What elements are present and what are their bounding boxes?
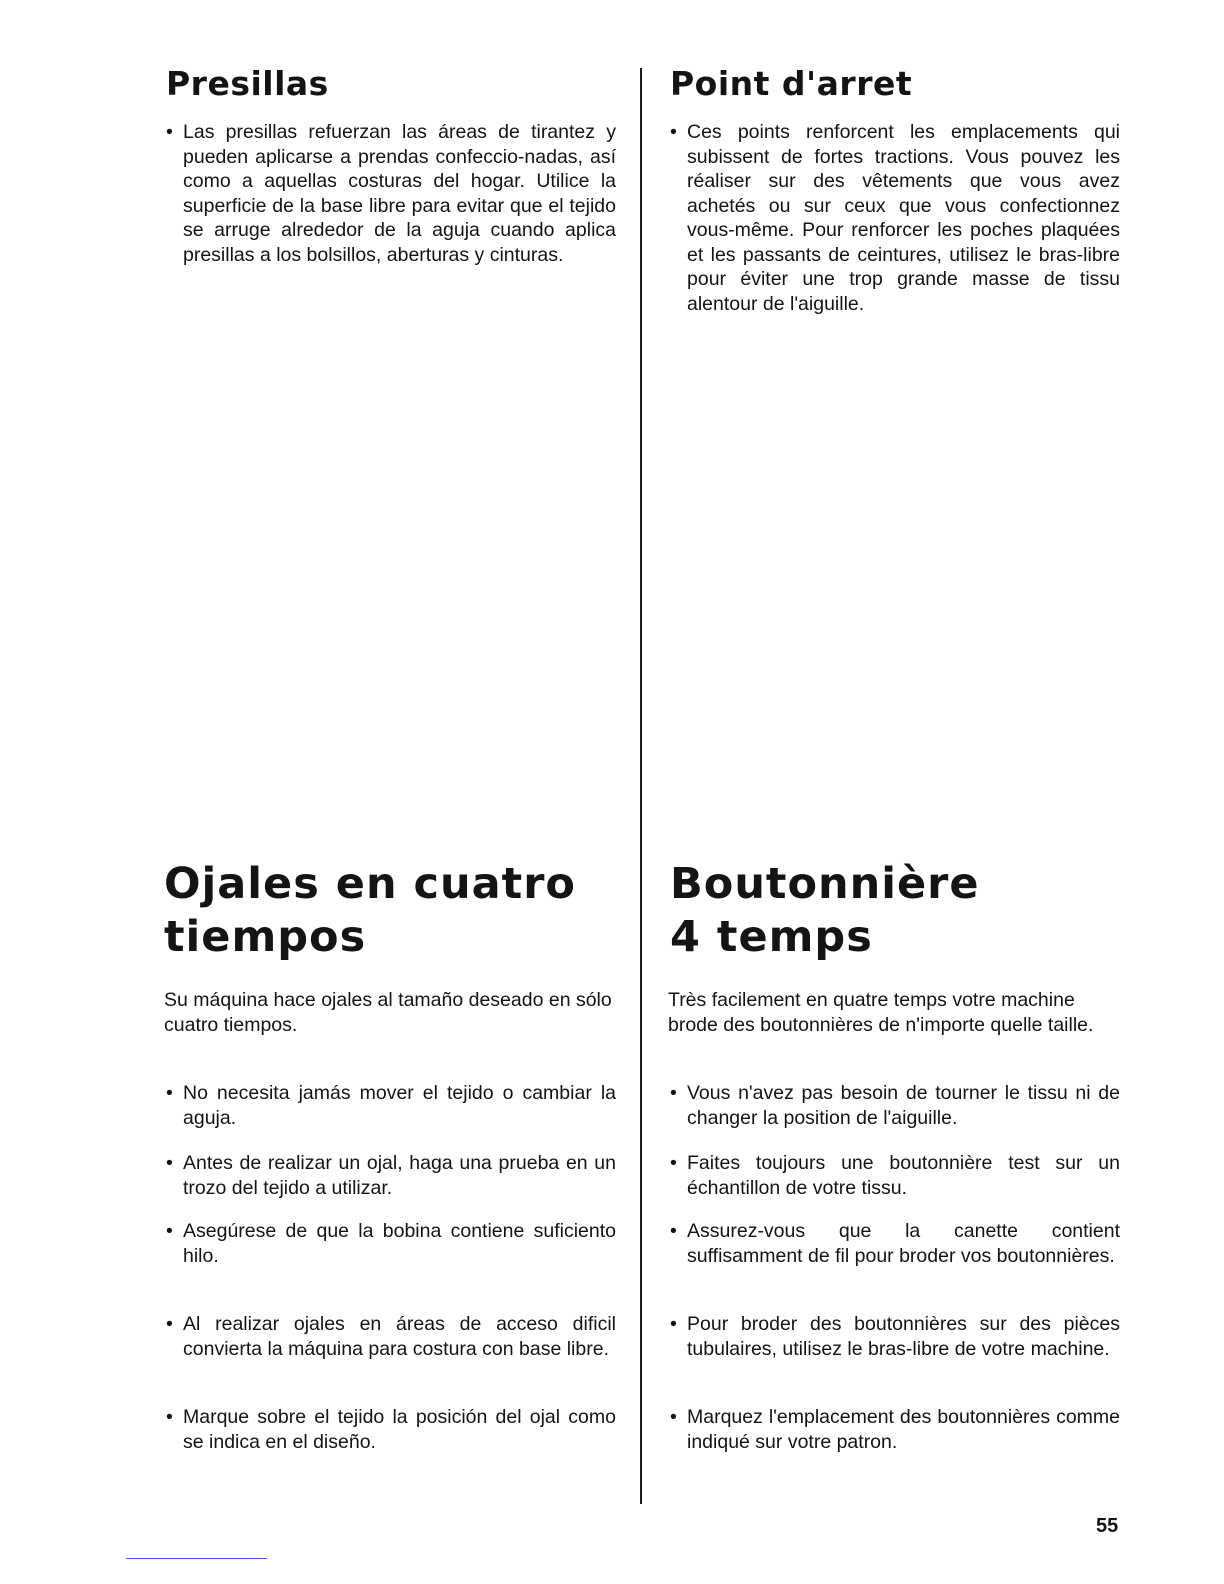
right-column <box>668 0 1120 1584</box>
footer-rule <box>126 1558 267 1559</box>
intro-ojales: Su máquina hace ojales al tamaño deseado en sólo cuatro tiempos. <box>164 989 612 1036</box>
page-number: 55 <box>1096 1515 1119 1537</box>
left-column <box>164 0 616 1584</box>
bullet-text: Marque sobre el tejido la posición del ojal como se indica en el diseño. <box>183 1406 616 1453</box>
bullet-dot: • <box>670 1406 677 1428</box>
bullet-dot: • <box>670 1313 677 1335</box>
bullet-text: Marquez l'emplacement des boutonnières comme indiqué sur votre patron. <box>687 1406 1120 1453</box>
bullet-boutonniere-1 <box>668 1081 1120 1130</box>
bullet-ojales-1 <box>164 1081 616 1130</box>
heading-boutonniere-line1: Boutonnière <box>670 859 980 909</box>
bullet-text: No necesita jamás mover el tejido o cambiar la aguja. <box>183 1082 616 1129</box>
bullet-text: Vous n'avez pas besoin de tourner le tissu ni de changer la position de l'aiguille. <box>687 1082 1120 1129</box>
bullet-presillas <box>164 120 616 267</box>
bullet-ojales-3 <box>164 1219 616 1268</box>
bullet-dot: • <box>166 1220 173 1242</box>
bullet-text: Antes de realizar un ojal, haga una prueba en un trozo del tejido a utilizar. <box>183 1152 616 1199</box>
bullet-dot: • <box>670 121 677 143</box>
bullet-ojales-2 <box>164 1151 616 1200</box>
bullet-text: Pour broder des boutonnières sur des pièces tubulaires, utilisez le bras-libre de votre machine. <box>687 1313 1120 1360</box>
heading-presillas: Presillas <box>166 64 329 103</box>
bullet-text: Faites toujours une boutonnière test sur un échantillon de votre tissu. <box>687 1152 1120 1199</box>
heading-ojales-line1: Ojales en cuatro <box>164 859 576 909</box>
bullet-boutonniere-4 <box>668 1312 1120 1361</box>
bullet-dot: • <box>670 1152 677 1174</box>
bullet-boutonniere-3 <box>668 1219 1120 1268</box>
bullet-dot: • <box>670 1082 677 1104</box>
bullet-boutonniere-5 <box>668 1405 1120 1454</box>
heading-boutonniere <box>670 858 980 964</box>
bullet-text: Asegúrese de que la bobina contiene suficiento hilo. <box>183 1220 616 1267</box>
bullet-text: Ces points renforcent les emplacements qui subissent de fortes tractions. Vous pouvez les réaliser sur des vêtements que vous avez achetés ou sur ceux que vous confectionnez vous-même. Pour renforcer les poches plaquées et les passants de ceintures, utilisez le bras-libre pour éviter une trop grande masse de tissu alentour de l'aiguille. <box>687 121 1120 315</box>
column-divider <box>640 68 642 1504</box>
heading-point-darret: Point d'arret <box>670 64 913 103</box>
bullet-dot: • <box>166 1082 173 1104</box>
heading-boutonniere-line2: 4 temps <box>670 912 873 962</box>
bullet-dot: • <box>166 1152 173 1174</box>
bullet-dot: • <box>166 1406 173 1428</box>
bullet-dot: • <box>166 1313 173 1335</box>
bullet-point-darret <box>668 120 1120 316</box>
bullet-text: Assurez-vous que la canette contient suffisamment de fil pour broder vos boutonnières. <box>687 1220 1120 1267</box>
bullet-ojales-4 <box>164 1312 616 1361</box>
bullet-text: Las presillas refuerzan las áreas de tirantez y pueden aplicarse a prendas confeccio-nadas, así como a aquellas costuras del hogar. Utilice la superficie de la base libre para evitar que el tejido se arruge alrededor de la aguja cuando aplica presillas a los bolsillos, aberturas y cinturas. <box>183 121 616 266</box>
bullet-boutonniere-2 <box>668 1151 1120 1200</box>
intro-boutonniere: Très facilement en quatre temps votre machine brode des boutonnières de n'importe quelle taille. <box>668 989 1094 1036</box>
heading-ojales-line2: tiempos <box>164 912 367 962</box>
bullet-ojales-5 <box>164 1405 616 1454</box>
bullet-dot: • <box>670 1220 677 1242</box>
bullet-dot: • <box>166 121 173 143</box>
heading-ojales <box>164 858 576 964</box>
bullet-text: Al realizar ojales en áreas de acceso dificil convierta la máquina para costura con base libre. <box>183 1313 616 1360</box>
